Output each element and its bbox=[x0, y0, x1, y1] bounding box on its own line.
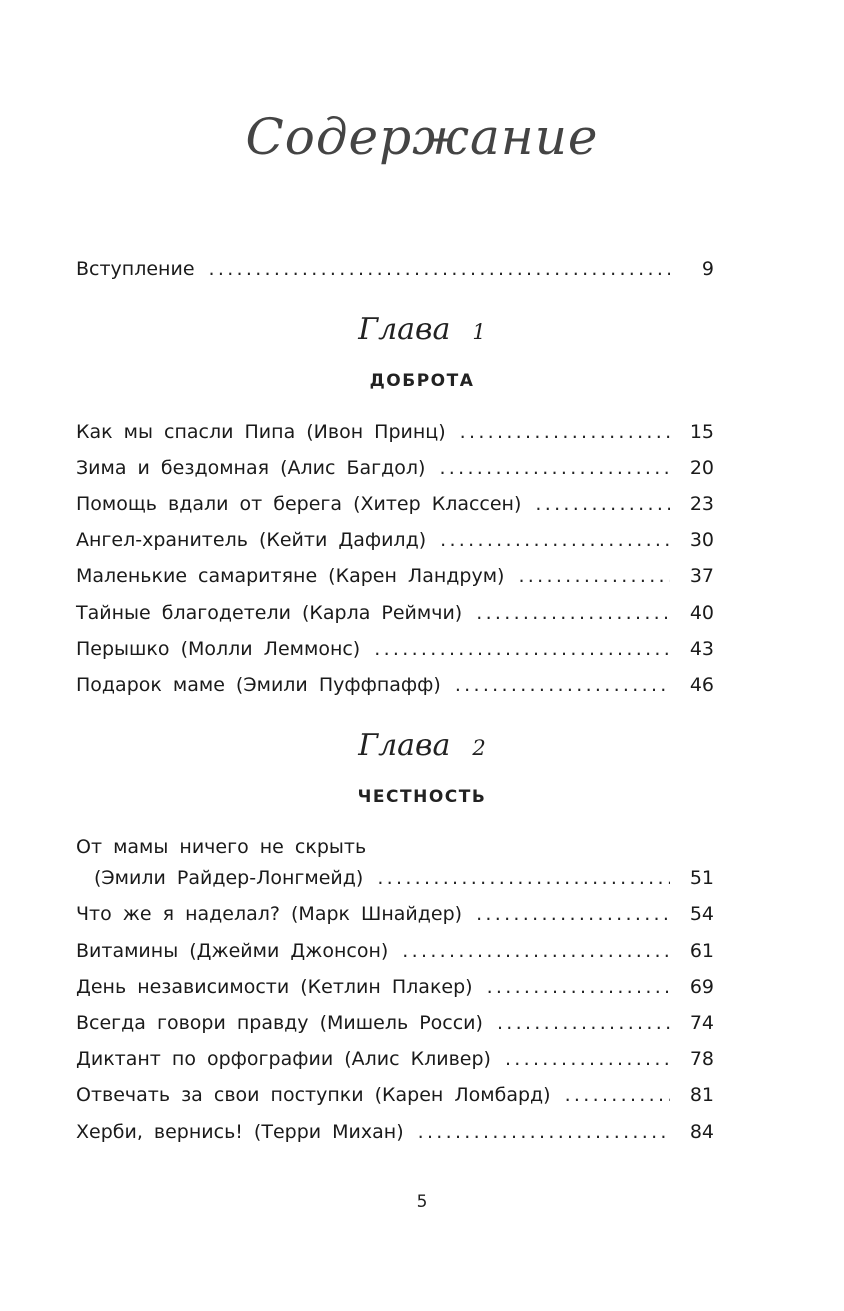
dot-leader bbox=[518, 560, 670, 592]
toc-entry-page: 78 bbox=[689, 1048, 714, 1070]
page-number: 5 bbox=[416, 1192, 428, 1212]
dot-leader bbox=[476, 597, 670, 629]
dot-leader bbox=[377, 862, 670, 894]
toc-entry-page: 30 bbox=[689, 529, 714, 551]
toc-entry bbox=[76, 935, 714, 967]
dot-leader bbox=[440, 524, 670, 556]
toc-entry bbox=[76, 669, 714, 701]
toc-entry-title: Отвечать за свои поступки (Карен Ломбард) bbox=[76, 1084, 551, 1106]
toc-entry-page: 54 bbox=[689, 903, 714, 925]
dot-leader bbox=[418, 1116, 670, 1148]
toc-entry bbox=[76, 1043, 714, 1075]
toc-entry bbox=[76, 898, 714, 930]
dot-leader bbox=[402, 935, 670, 967]
dot-leader bbox=[487, 971, 670, 1003]
dot-leader bbox=[535, 488, 670, 520]
dot-leader bbox=[476, 898, 670, 930]
toc-entry bbox=[76, 633, 714, 665]
toc-entry bbox=[76, 1007, 714, 1039]
toc-entry bbox=[76, 416, 714, 448]
chapter-heading-1 bbox=[0, 312, 844, 347]
toc-entry-title: Подарок маме (Эмили Пуффпафф) bbox=[76, 674, 441, 696]
toc-entry-title-continued: (Эмили Райдер-Лонгмейд) bbox=[94, 867, 364, 889]
toc-entry-page: 43 bbox=[689, 638, 714, 660]
toc-entry-title: Что же я наделал? (Марк Шнайдер) bbox=[76, 903, 463, 925]
toc-entry-title: Маленькие самаритяне (Карен Ландрум) bbox=[76, 565, 505, 587]
toc-entry bbox=[76, 971, 714, 1003]
chapter-label: Глава bbox=[358, 312, 451, 347]
toc-entry-title: Тайные благодетели (Карла Реймчи) bbox=[76, 602, 463, 624]
toc-entry-page: 84 bbox=[689, 1121, 714, 1143]
toc-entry-page: 69 bbox=[689, 976, 714, 998]
toc-entry-title: Всегда говори правду (Мишель Росси) bbox=[76, 1012, 483, 1034]
toc-entry bbox=[94, 862, 714, 894]
page-title: Содержание bbox=[245, 108, 599, 166]
toc-entry-intro bbox=[76, 253, 714, 285]
toc-entry-title: От мамы ничего не скрыть bbox=[76, 836, 367, 858]
toc-entry bbox=[76, 560, 714, 592]
chapter-label: Глава bbox=[358, 728, 451, 763]
toc-entry-title: Перышко (Молли Леммонс) bbox=[76, 638, 361, 660]
toc-entry bbox=[76, 488, 714, 520]
toc-entry-title: Ангел-хранитель (Кейти Дафилд) bbox=[76, 529, 427, 551]
toc-entry-page: 51 bbox=[689, 867, 714, 889]
dot-leader bbox=[439, 452, 670, 484]
toc-entry-title: Вступление bbox=[76, 258, 195, 280]
toc-entry-page: 74 bbox=[689, 1012, 714, 1034]
dot-leader bbox=[505, 1043, 670, 1075]
dot-leader bbox=[497, 1007, 670, 1039]
toc-entry-page: 61 bbox=[689, 940, 714, 962]
chapter-name-1: ДОБРОТА bbox=[369, 371, 475, 391]
toc-entry-page: 46 bbox=[689, 674, 714, 696]
toc-entry-title: День независимости (Кетлин Плакер) bbox=[76, 976, 473, 998]
toc-entry bbox=[76, 452, 714, 484]
chapter-number: 2 bbox=[472, 736, 486, 760]
dot-leader bbox=[455, 669, 670, 701]
dot-leader bbox=[209, 253, 670, 285]
toc-entry-title: Витамины (Джейми Джонсон) bbox=[76, 940, 389, 962]
toc-entry bbox=[76, 524, 714, 556]
toc-entry-page: 20 bbox=[689, 457, 714, 479]
chapter-number: 1 bbox=[472, 320, 486, 344]
chapter-name-2: ЧЕСТНОСТЬ bbox=[357, 787, 487, 807]
toc-entry-page: 15 bbox=[689, 421, 714, 443]
toc-entry-page: 81 bbox=[689, 1084, 714, 1106]
toc-entry-page: 9 bbox=[701, 258, 714, 280]
toc-entry-page: 40 bbox=[689, 602, 714, 624]
toc-entry-title: Как мы спасли Пипа (Ивон Принц) bbox=[76, 421, 446, 443]
toc-entry-title: Херби, вернись! (Терри Михан) bbox=[76, 1121, 404, 1143]
toc-entry bbox=[76, 1079, 714, 1111]
dot-leader bbox=[374, 633, 670, 665]
toc-entry-page: 23 bbox=[689, 493, 714, 515]
toc-entry bbox=[76, 597, 714, 629]
toc-entry-title: Диктант по орфографии (Алис Кливер) bbox=[76, 1048, 491, 1070]
toc-entry bbox=[76, 1116, 714, 1148]
dot-leader bbox=[460, 416, 670, 448]
toc-entry-title: Зима и бездомная (Алис Багдол) bbox=[76, 457, 426, 479]
chapter-heading-2 bbox=[0, 728, 844, 763]
dot-leader bbox=[565, 1079, 670, 1111]
toc-entry-page: 37 bbox=[689, 565, 714, 587]
toc-entry-title: Помощь вдали от берега (Хитер Классен) bbox=[76, 493, 522, 515]
